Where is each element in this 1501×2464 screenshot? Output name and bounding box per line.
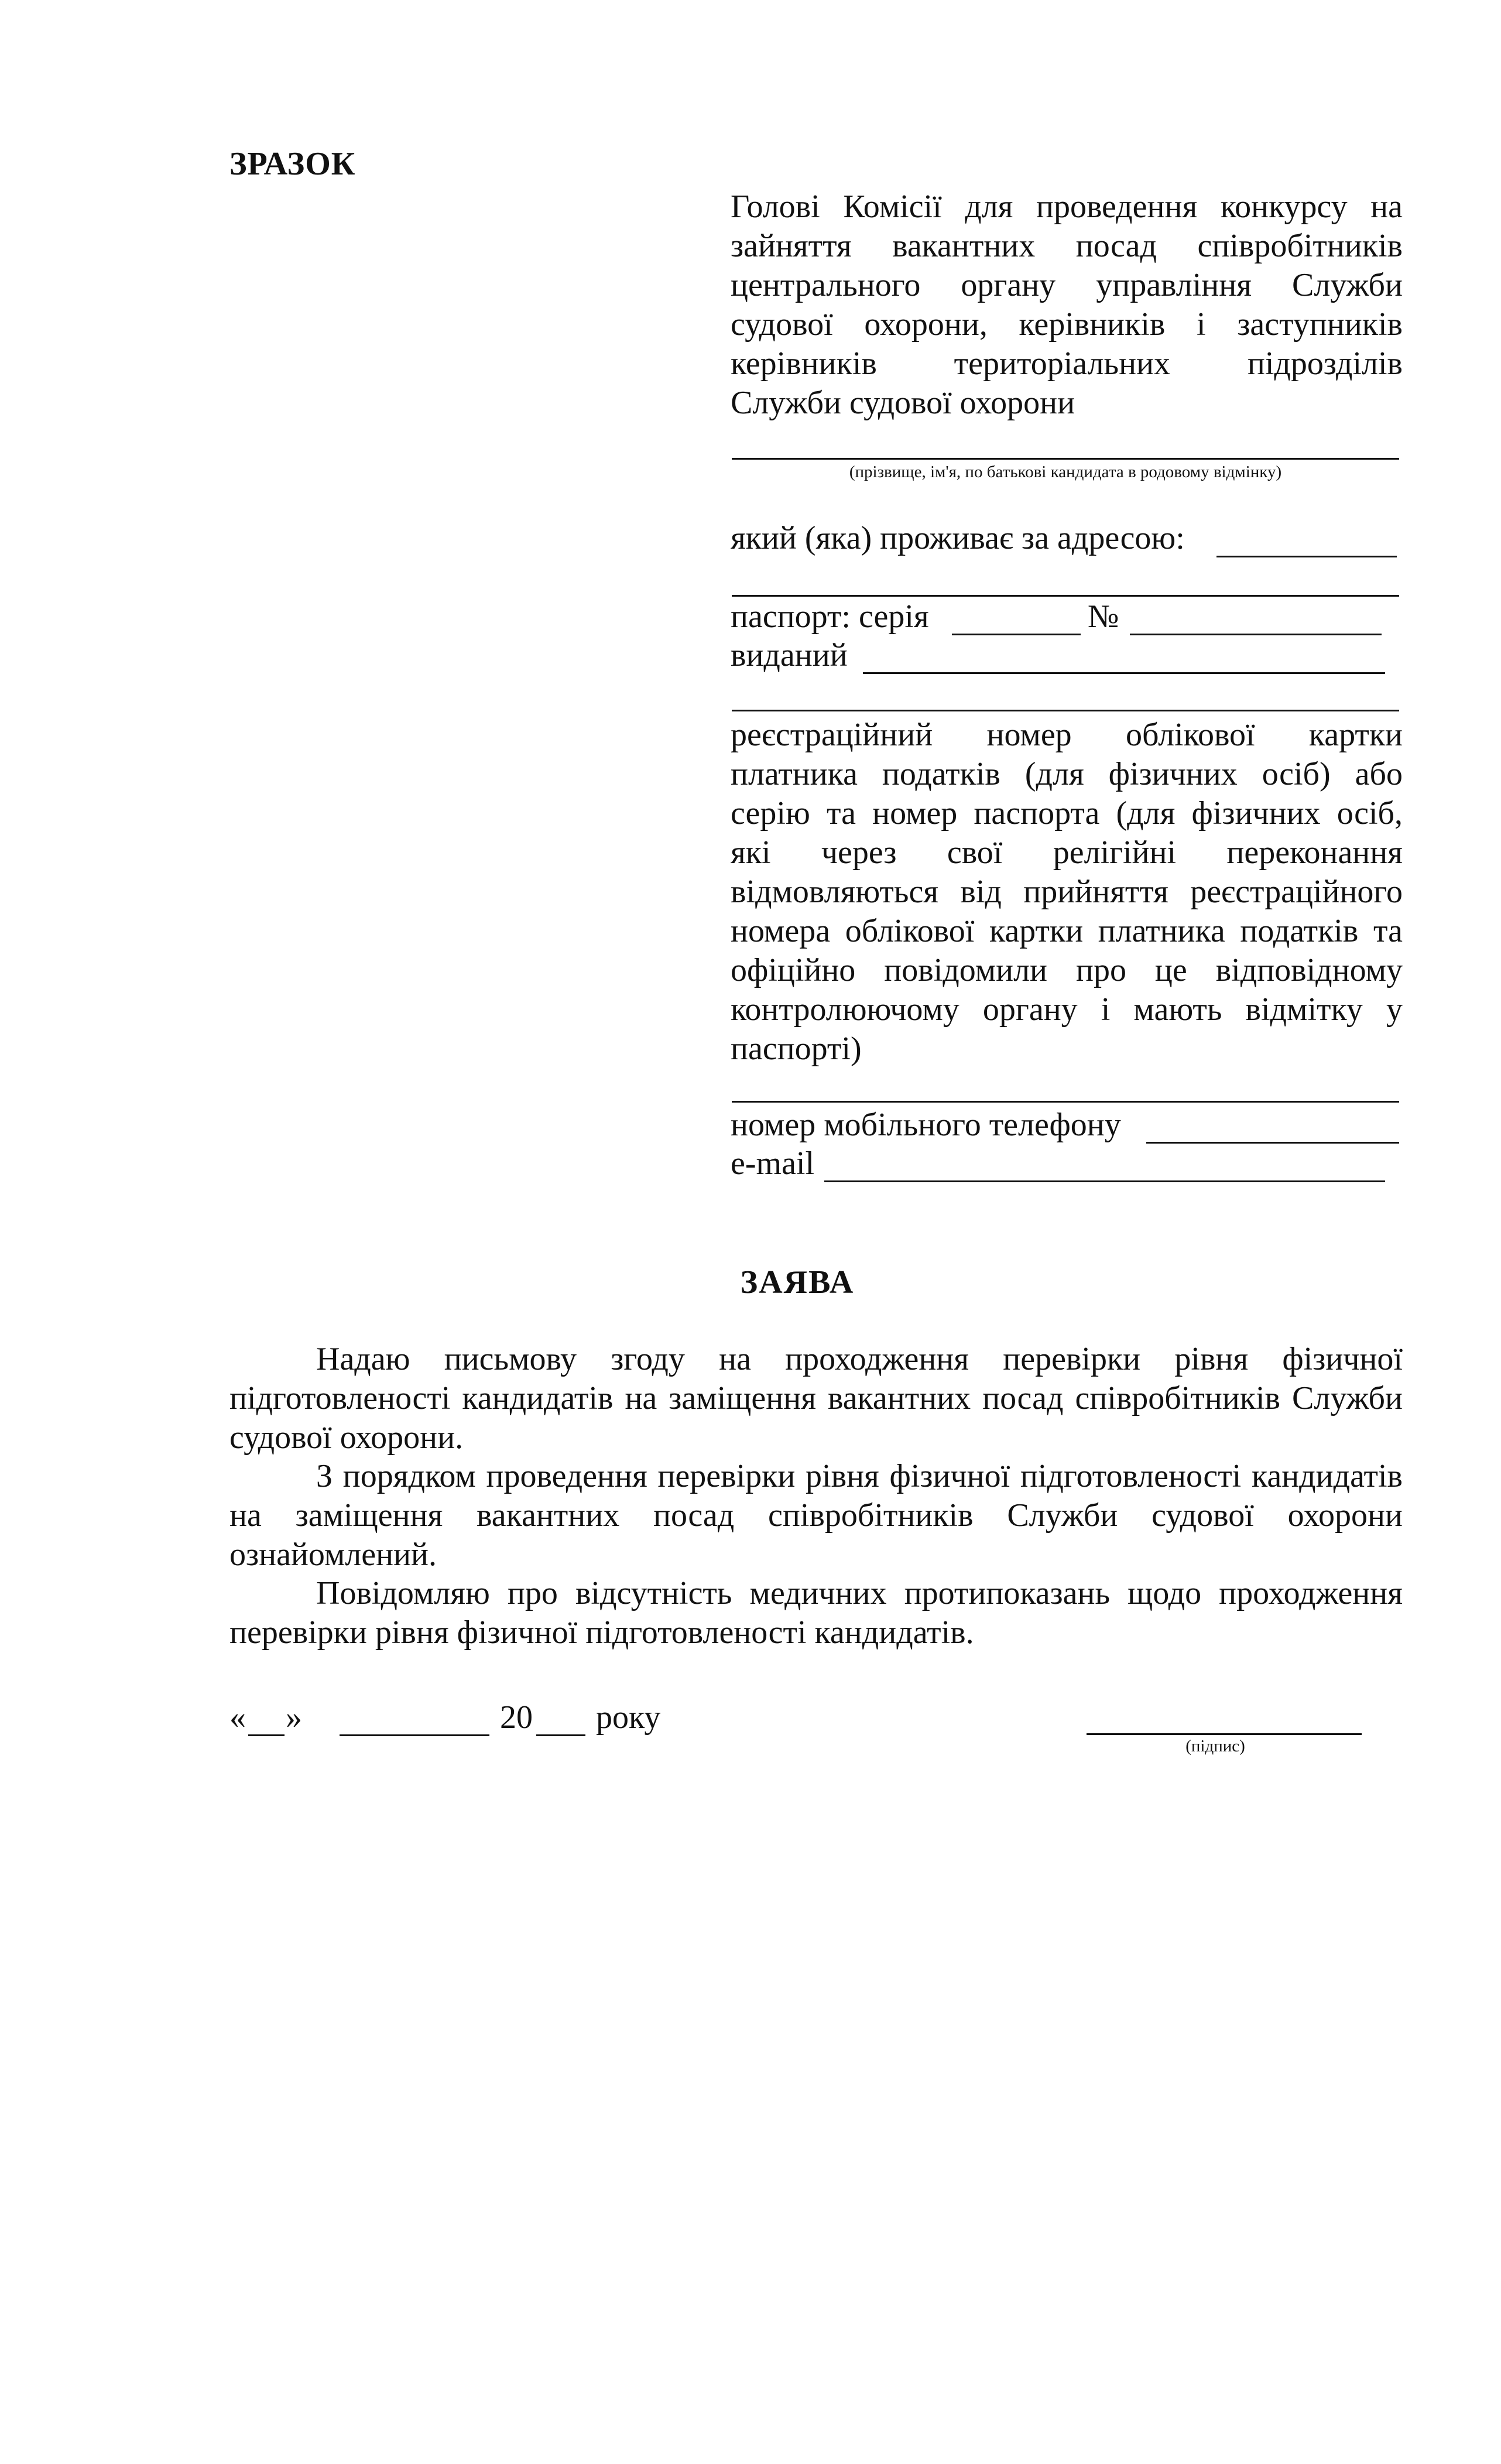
phone-label: номер мобільного телефону xyxy=(731,1107,1121,1143)
tax-id-line: номера облікової картки платника податків та xyxy=(731,913,1403,949)
phone-field-line[interactable] xyxy=(1146,1142,1399,1144)
medical-paragraph: Повідомляю про відсутність медичних протипоказань щодо проходження перевірки рівня фізичної підготовленості кандидатів. xyxy=(229,1575,1403,1651)
addressee-line: Служби судової охорони xyxy=(731,385,1075,421)
address-row xyxy=(731,519,1403,559)
tax-id-line: платника податків (для фізичних осіб) або xyxy=(731,756,1403,792)
passport-series-field-line[interactable] xyxy=(952,634,1081,635)
email-row xyxy=(731,1144,1403,1184)
signature-line[interactable] xyxy=(1087,1733,1362,1735)
signature-caption: (підпис) xyxy=(1185,1737,1245,1755)
tax-id-block xyxy=(731,716,1403,1069)
addressee-line: Голові Комісії для проведення конкурсу на xyxy=(731,189,1403,225)
issued-row xyxy=(731,636,1403,676)
tax-id-line: офіційно повідомили про це відповідному xyxy=(731,952,1403,988)
sample-label: ЗРАЗОК xyxy=(229,146,356,182)
tax-id-field-line[interactable] xyxy=(732,1101,1399,1103)
date-close-quote: » xyxy=(286,1699,302,1736)
issued-field-line[interactable] xyxy=(863,672,1385,674)
address-continuation-line[interactable] xyxy=(732,595,1399,597)
passport-row xyxy=(731,597,1403,637)
issued-label: виданий xyxy=(731,637,848,673)
date-year-prefix: 20 xyxy=(500,1699,533,1736)
date-year-suffix: року xyxy=(596,1699,661,1736)
date-day-field-line[interactable] xyxy=(248,1734,285,1736)
phone-row xyxy=(731,1106,1403,1145)
date-year-field-line[interactable] xyxy=(536,1734,585,1736)
tax-id-line: реєстраційний номер облікової картки xyxy=(731,717,1403,753)
passport-number-label: № xyxy=(1088,598,1119,635)
addressee-line: центрального органу управління Служби xyxy=(731,267,1403,303)
email-field-line[interactable] xyxy=(824,1180,1385,1182)
date-row xyxy=(229,1698,756,1738)
candidate-name-line[interactable] xyxy=(732,458,1399,460)
tax-id-line: контролюючому органу і мають відмітку у xyxy=(731,991,1403,1028)
tax-id-line: серію та номер паспорта (для фізичних осіб, xyxy=(731,795,1403,831)
date-open-quote: « xyxy=(229,1699,246,1736)
tax-id-line: паспорті) xyxy=(731,1031,862,1067)
email-label: e-mail xyxy=(731,1145,815,1182)
passport-number-field-line[interactable] xyxy=(1130,634,1382,635)
addressee-line: зайняття вакантних посад співробітників xyxy=(731,228,1403,264)
issued-continuation-line[interactable] xyxy=(732,710,1399,711)
application-title: ЗАЯВА xyxy=(740,1264,855,1301)
candidate-name-caption: (прізвище, ім'я, по батькові кандидата в родовому відмінку) xyxy=(849,463,1282,481)
passport-series-label: паспорт: серія xyxy=(731,598,929,635)
addressee-line: керівників територіальних підрозділів xyxy=(731,345,1403,382)
addressee-line: судової охорони, керівників і заступників xyxy=(731,306,1403,343)
tax-id-line: які через свої релігійні переконання xyxy=(731,834,1403,871)
tax-id-line: відмовляються від прийняття реєстраційного xyxy=(731,874,1403,910)
addressee-block xyxy=(731,187,1403,423)
address-label: який (яка) проживає за адресою: xyxy=(731,520,1185,556)
procedure-paragraph: З порядком проведення перевірки рівня фізичної підготовленості кандидатів на заміщення вакантних посад співробітників Служби судової охорони ознайомлений. xyxy=(229,1458,1403,1573)
address-field-line[interactable] xyxy=(1216,556,1397,557)
consent-paragraph: Надаю письмову згоду на проходження перевірки рівня фізичної підготовленості кандидатів на заміщення вакантних посад співробітників Служби судової охорони. xyxy=(229,1341,1403,1456)
date-month-field-line[interactable] xyxy=(340,1734,489,1736)
